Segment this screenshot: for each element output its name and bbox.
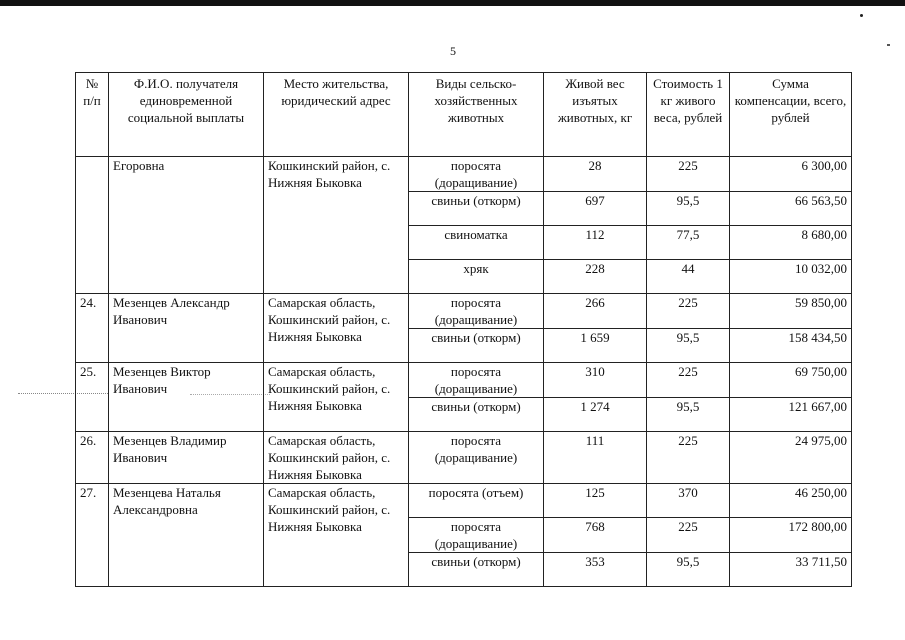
price-per-kg: 95,5 (647, 329, 730, 363)
header-weight: Живой вес изъятых животных, кг (544, 73, 647, 157)
compensation-sum: 6 300,00 (730, 157, 852, 192)
recipient-number (76, 157, 109, 294)
animal-type: хряк (409, 260, 544, 294)
compensation-sum: 158 434,50 (730, 329, 852, 363)
animal-type: свиньи (откорм) (409, 329, 544, 363)
recipient-number: 26. (76, 432, 109, 484)
compensation-sum: 66 563,50 (730, 192, 852, 226)
live-weight: 1 659 (544, 329, 647, 363)
table-body (76, 157, 852, 587)
live-weight: 228 (544, 260, 647, 294)
animal-type: поросята (доращивание) (409, 294, 544, 329)
compensation-sum: 24 975,00 (730, 432, 852, 484)
animal-type: свиноматка (409, 226, 544, 260)
animal-type: свиньи (откорм) (409, 398, 544, 432)
table-row (76, 432, 852, 484)
price-per-kg: 225 (647, 363, 730, 398)
recipient-name: Мезенцев Владимир Иванович (109, 432, 264, 484)
recipient-address: Кошкинский район, с. Нижняя Быковка (264, 157, 409, 294)
animal-type: поросята (отъем) (409, 484, 544, 518)
compensation-sum: 46 250,00 (730, 484, 852, 518)
price-per-kg: 370 (647, 484, 730, 518)
price-per-kg: 95,5 (647, 192, 730, 226)
animal-type: свиньи (откорм) (409, 553, 544, 587)
compensation-sum: 172 800,00 (730, 518, 852, 553)
table-header-row (76, 73, 852, 157)
scan-speck (860, 14, 863, 17)
header-address: Место жительства, юридический адрес (264, 73, 409, 157)
compensation-sum: 59 850,00 (730, 294, 852, 329)
recipient-address: Самарская область, Кошкинский район, с. Нижняя Быковка (264, 484, 409, 587)
animal-type: свиньи (откорм) (409, 192, 544, 226)
compensation-table (75, 72, 852, 587)
recipient-address: Самарская область, Кошкинский район, с. Нижняя Быковка (264, 294, 409, 363)
compensation-sum: 69 750,00 (730, 363, 852, 398)
live-weight: 310 (544, 363, 647, 398)
price-per-kg: 95,5 (647, 398, 730, 432)
recipient-name: Мезенцев Виктор Иванович (109, 363, 264, 432)
recipient-number: 27. (76, 484, 109, 587)
price-per-kg: 225 (647, 294, 730, 329)
live-weight: 112 (544, 226, 647, 260)
table-row (76, 294, 852, 329)
live-weight: 111 (544, 432, 647, 484)
live-weight: 697 (544, 192, 647, 226)
live-weight: 1 274 (544, 398, 647, 432)
recipient-number: 24. (76, 294, 109, 363)
recipient-number: 25. (76, 363, 109, 432)
price-per-kg: 225 (647, 518, 730, 553)
table-row (76, 363, 852, 398)
price-per-kg: 95,5 (647, 553, 730, 587)
table-row (76, 484, 852, 518)
page-number: 5 (450, 44, 456, 58)
header-animals: Виды сельско-хозяйственных животных (409, 73, 544, 157)
header-price: Стоимость 1 кг живого веса, рублей (647, 73, 730, 157)
animal-type: поросята (доращивание) (409, 363, 544, 398)
animal-type: поросята (доращивание) (409, 518, 544, 553)
top-border-rule (0, 0, 905, 6)
live-weight: 125 (544, 484, 647, 518)
live-weight: 353 (544, 553, 647, 587)
animal-type: поросята (доращивание) (409, 157, 544, 192)
price-per-kg: 44 (647, 260, 730, 294)
price-per-kg: 77,5 (647, 226, 730, 260)
live-weight: 768 (544, 518, 647, 553)
price-per-kg: 225 (647, 157, 730, 192)
compensation-sum: 33 711,50 (730, 553, 852, 587)
recipient-name: Егоровна (109, 157, 264, 294)
header-sum: Сумма компенсации, всего, рублей (730, 73, 852, 157)
recipient-address: Самарская область, Кошкинский район, с. Нижняя Быковка (264, 432, 409, 484)
live-weight: 28 (544, 157, 647, 192)
compensation-sum: 10 032,00 (730, 260, 852, 294)
live-weight: 266 (544, 294, 647, 329)
header-num: № п/п (76, 73, 109, 157)
animal-type: поросята (доращивание) (409, 432, 544, 484)
compensation-sum: 8 680,00 (730, 226, 852, 260)
recipient-name: Мезенцев Александр Иванович (109, 294, 264, 363)
recipient-address: Самарская область, Кошкинский район, с. Нижняя Быковка (264, 363, 409, 432)
price-per-kg: 225 (647, 432, 730, 484)
compensation-sum: 121 667,00 (730, 398, 852, 432)
header-fio: Ф.И.О. получателя единовременной социальной выплаты (109, 73, 264, 157)
scan-speck (887, 44, 890, 46)
recipient-name: Мезенцева Наталья Александровна (109, 484, 264, 587)
table-row (76, 157, 852, 192)
